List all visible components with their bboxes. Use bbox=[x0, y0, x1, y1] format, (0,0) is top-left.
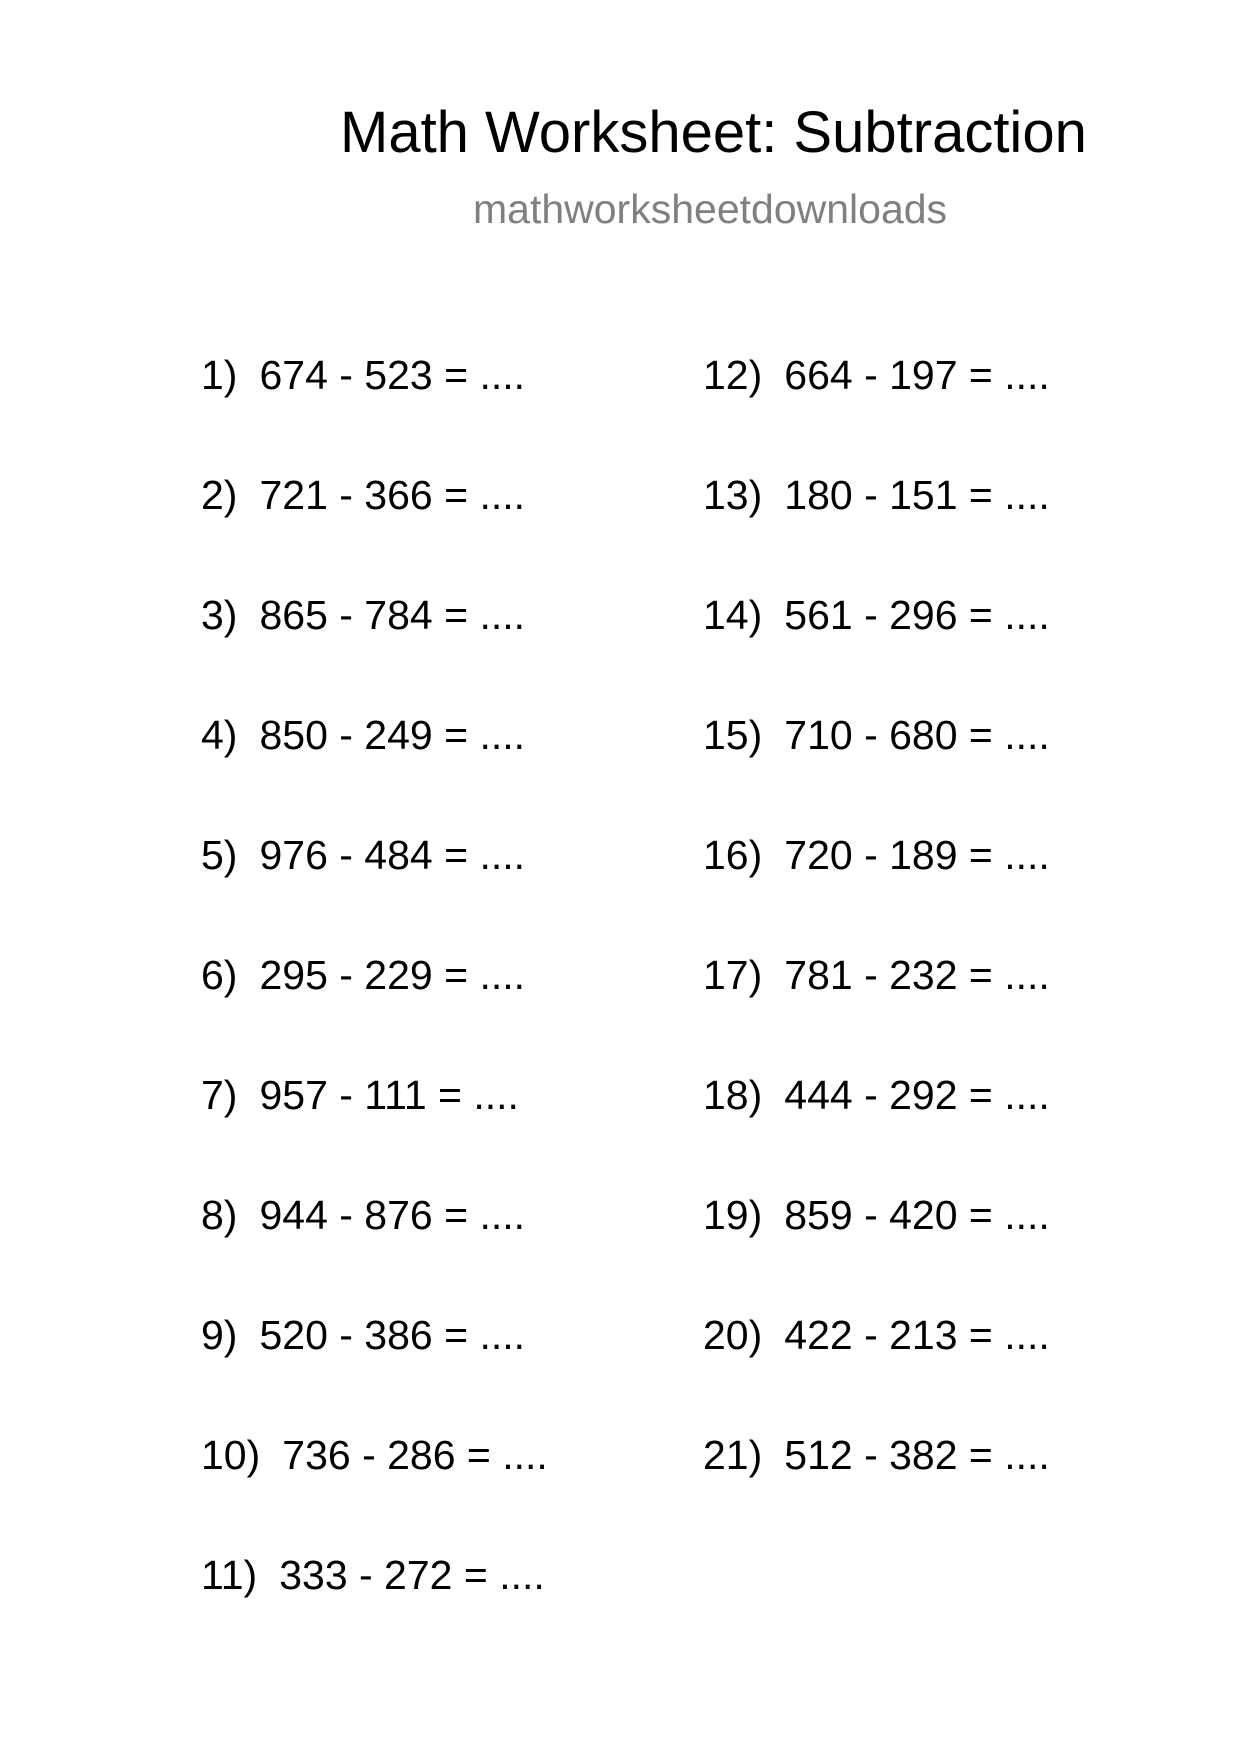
problem-item bbox=[201, 827, 525, 883]
problem-number: 17) bbox=[703, 952, 763, 998]
problem-expression: 512 - 382 = .... bbox=[784, 1432, 1050, 1478]
problem-expression: 295 - 229 = .... bbox=[259, 952, 526, 998]
problem-item bbox=[201, 1307, 525, 1363]
problem-item bbox=[703, 1427, 1050, 1483]
problem-expression: 561 - 296 = .... bbox=[784, 592, 1050, 638]
page-title: Math Worksheet: Subtraction bbox=[340, 100, 1087, 165]
problem-number: 14) bbox=[703, 592, 763, 638]
problem-expression: 944 - 876 = .... bbox=[259, 1192, 526, 1238]
problem-number: 10) bbox=[201, 1432, 261, 1478]
problem-item bbox=[201, 1427, 548, 1483]
problem-item bbox=[703, 1307, 1050, 1363]
problem-number: 18) bbox=[703, 1072, 763, 1118]
problem-item bbox=[201, 1187, 525, 1243]
page-subtitle: mathworksheetdownloads bbox=[473, 186, 948, 232]
problem-number: 21) bbox=[703, 1432, 763, 1478]
problem-expression: 180 - 151 = .... bbox=[784, 472, 1050, 518]
problem-number: 8) bbox=[201, 1192, 238, 1238]
problem-number: 9) bbox=[201, 1312, 238, 1358]
problem-expression: 976 - 484 = .... bbox=[259, 832, 526, 878]
problem-number: 15) bbox=[703, 712, 763, 758]
problem-item bbox=[201, 1067, 519, 1123]
problem-number: 6) bbox=[201, 952, 238, 998]
problem-expression: 850 - 249 = .... bbox=[259, 712, 526, 758]
problem-expression: 520 - 386 = .... bbox=[259, 1312, 526, 1358]
problem-item bbox=[703, 1187, 1050, 1243]
problem-expression: 422 - 213 = .... bbox=[784, 1312, 1050, 1358]
problem-number: 19) bbox=[703, 1192, 763, 1238]
problem-expression: 721 - 366 = .... bbox=[259, 472, 526, 518]
problem-expression: 664 - 197 = .... bbox=[784, 352, 1050, 398]
problem-number: 20) bbox=[703, 1312, 763, 1358]
problem-item bbox=[703, 347, 1050, 403]
problem-item bbox=[703, 707, 1050, 763]
problem-item bbox=[201, 347, 525, 403]
problem-expression: 957 - 111 = .... bbox=[259, 1072, 519, 1118]
problem-item bbox=[201, 1547, 545, 1603]
problem-number: 7) bbox=[201, 1072, 238, 1118]
problem-item bbox=[201, 467, 525, 523]
problem-number: 3) bbox=[201, 592, 238, 638]
problem-number: 4) bbox=[201, 712, 238, 758]
problem-expression: 333 - 272 = .... bbox=[279, 1552, 545, 1598]
problem-item bbox=[703, 587, 1050, 643]
problem-expression: 865 - 784 = .... bbox=[259, 592, 526, 638]
problem-expression: 781 - 232 = .... bbox=[784, 952, 1050, 998]
problem-number: 11) bbox=[201, 1552, 258, 1598]
problem-item bbox=[703, 467, 1050, 523]
problem-expression: 674 - 523 = .... bbox=[259, 352, 526, 398]
problem-number: 1) bbox=[201, 352, 238, 398]
problem-item bbox=[703, 947, 1050, 1003]
problem-expression: 444 - 292 = .... bbox=[784, 1072, 1050, 1118]
problem-item bbox=[703, 1067, 1050, 1123]
problem-expression: 736 - 286 = .... bbox=[282, 1432, 548, 1478]
problem-item bbox=[201, 947, 525, 1003]
problem-item bbox=[201, 587, 525, 643]
problem-number: 5) bbox=[201, 832, 238, 878]
problem-item bbox=[703, 827, 1050, 883]
problem-number: 13) bbox=[703, 472, 763, 518]
problem-expression: 710 - 680 = .... bbox=[784, 712, 1050, 758]
problem-number: 2) bbox=[201, 472, 238, 518]
problem-number: 12) bbox=[703, 352, 763, 398]
problem-expression: 720 - 189 = .... bbox=[784, 832, 1050, 878]
problem-item bbox=[201, 707, 525, 763]
problem-expression: 859 - 420 = .... bbox=[784, 1192, 1050, 1238]
problem-number: 16) bbox=[703, 832, 763, 878]
